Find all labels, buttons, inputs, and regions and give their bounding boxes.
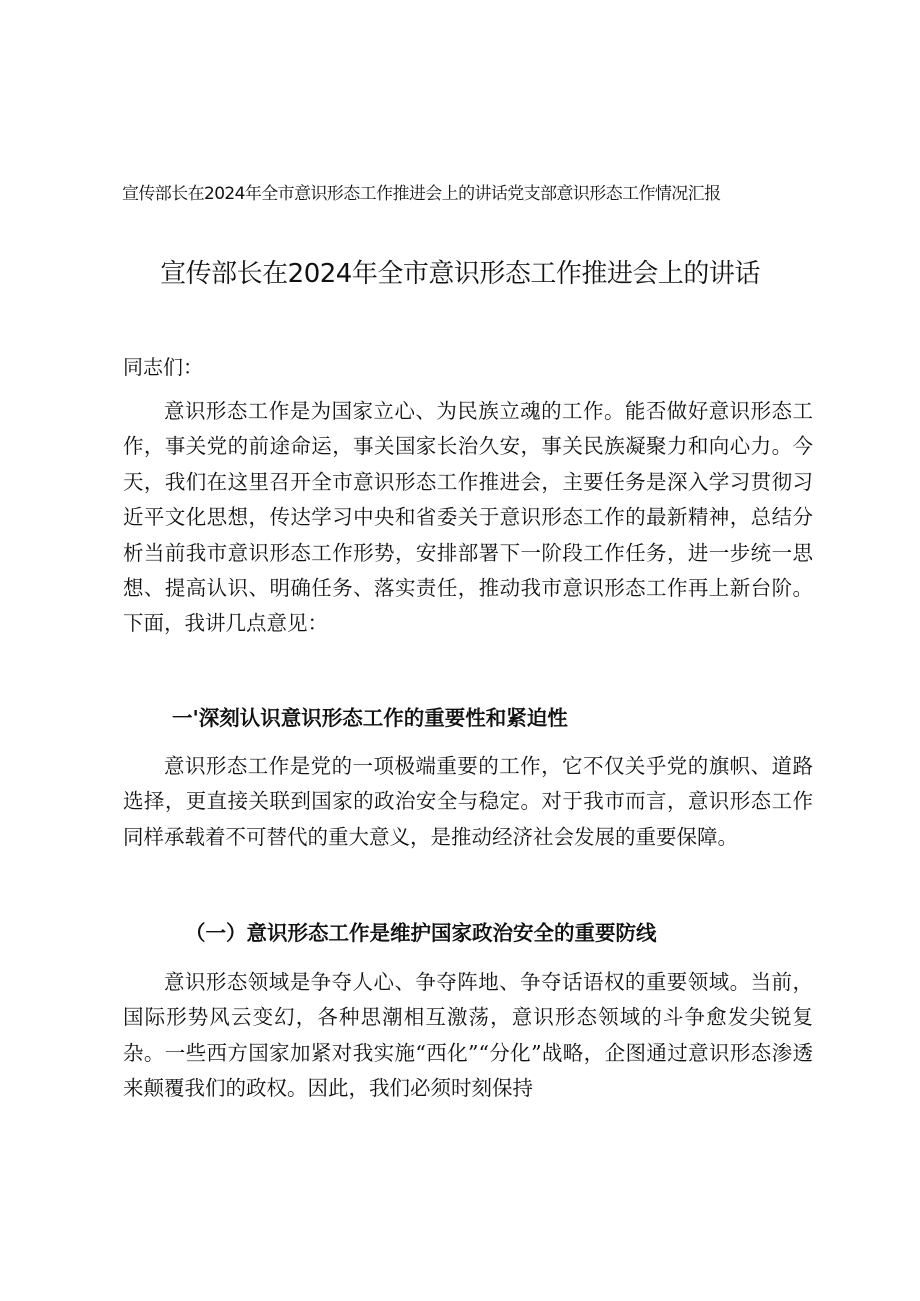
paragraph-subsection-1: 意识形态领域是争夺人心、争夺阵地、争夺话语权的重要领域。当前，国际形势风云变幻，各种思潮相互激荡，意识形态领域的斗争愈发尖锐复杂。一些西方国家加紧对我实施“西化”“分化”战略，企图通过意识形态渗透来颠覆我们的政权。因此，我们必须时刻保持 bbox=[123, 970, 813, 1101]
section-heading-1: 一'深刻认识意识形态工作的重要性和紧迫性 bbox=[172, 706, 568, 730]
paragraph-section-1: 意识形态工作是党的一项极端重要的工作，它不仅关乎党的旗帜、道路选择，更直接关联到国家的政治安全与稳定。对于我市而言，意识形态工作同样承载着不可替代的重大意义，是推动经济社会发展的重要保障。 bbox=[123, 754, 813, 849]
subsection-heading-1: （一）意识形态工作是维护国家政治安全的重要防线 bbox=[185, 921, 657, 945]
salutation: 同志们： bbox=[123, 355, 203, 379]
file-title: 宣传部长在2024年全市意识形态工作推进会上的讲话党支部意识形态工作情况汇报 bbox=[122, 184, 721, 204]
paragraph-intro: 意识形态工作是为国家立心、为民族立魂的工作。能否做好意识形态工作，事关党的前途命运，事关国家长治久安，事关民族凝聚力和向心力。今天，我们在这里召开全市意识形态工作推进会，主要任务是深入学习贯彻习近平文化思想，传达学习中央和省委关于意识形态工作的最新精神，总结分析当前我市意识形态工作形势，安排部署下一阶段工作任务，进一步统一思想、提高认识、明确任务、落实责任，推动我市意识形态工作再上新台阶。下面，我讲几点意见： bbox=[123, 399, 813, 636]
document-title: 宣传部长在2024年全市意识形态工作推进会上的讲话 bbox=[160, 259, 760, 289]
